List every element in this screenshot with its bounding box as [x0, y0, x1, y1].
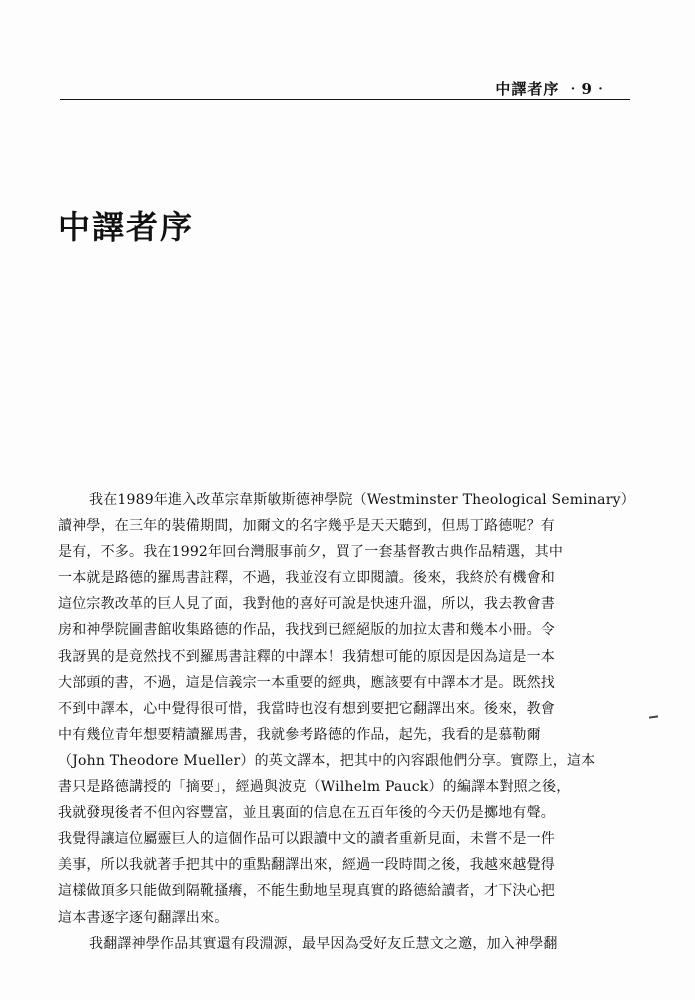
paragraph-line: 讀神學，在三年的裝備期間，加爾文的名字幾乎是天天聽到，但馬丁路德呢？有: [58, 518, 555, 535]
paragraph-line: 這樣做頂多只能做到隔靴搔癢，不能生動地呈現真實的路德給讀者，才下決心把: [58, 883, 555, 900]
paragraph-line: 是有，不多。我在1992年回台灣服事前夕，買了一套基督教古典作品精選，其中: [58, 544, 564, 561]
running-header: 中譯者序 ‧9‧: [495, 80, 609, 98]
chapter-title: 中譯者序: [58, 208, 195, 246]
body-text: [58, 487, 635, 957]
paragraph-line: 房和神學院圖書館收集路德的作品，我找到已經絕版的加拉太書和幾本小冊。令: [58, 622, 555, 639]
paragraph-line: 不到中譯本，心中覺得很可惜，我當時也沒有想到要把它翻譯出來。後來，教會: [58, 700, 555, 717]
paragraph-line: 我在1989年進入改革宗韋斯敏斯德神學院（Westminster Theological Seminary）: [89, 492, 635, 508]
paragraph-line: 我覺得讓這位屬靈巨人的這個作品可以跟讀中文的讀者重新見面，未嘗不是一件: [58, 831, 555, 848]
margin-mark: [649, 715, 658, 718]
header-rule: [60, 99, 630, 100]
paragraph-line: 這本書逐字逐句翻譯出來。: [58, 909, 229, 926]
paragraph-line: 書只是路德講授的「摘要」，經過與波克（Wilhelm Pauck）的編譯本對照之後，: [58, 779, 571, 796]
paragraph-line: 一本就是路德的羅馬書註釋，不過，我並沒有立即閱讀。後來，我終於有機會和: [58, 570, 555, 587]
paragraph-line: 美事，所以我就著手把其中的重點翻譯出來，經過一段時間之後，我越來越覺得: [58, 857, 555, 874]
paragraph-line: 我翻譯神學作品其實還有段淵源，最早因為受好友丘慧文之邀，加入神學翻: [89, 935, 558, 952]
paragraph-line: （John Theodore Mueller）的英文譯本，把其中的內容跟他們分享。實際上，這本: [58, 752, 596, 769]
paragraph-line: 這位宗教改革的巨人見了面，我對他的喜好可說是快速升溫，所以，我去教會書: [58, 596, 555, 613]
paragraph-line: 我就發現後者不但內容豐富，並且裏面的信息在五百年後的今天仍是擲地有聲。: [58, 805, 555, 822]
paragraph-line: 中有幾位青年想要精讀羅馬書，我就參考路德的作品，起先，我看的是慕勒爾: [58, 726, 541, 743]
paragraph-line: 我訝異的是竟然找不到羅馬書註釋的中譯本！我猜想可能的原因是因為這是一本: [58, 648, 555, 665]
paragraph-line: 大部頭的書，不過，這是信義宗一本重要的經典，應該要有中譯本才是。既然找: [58, 674, 555, 691]
